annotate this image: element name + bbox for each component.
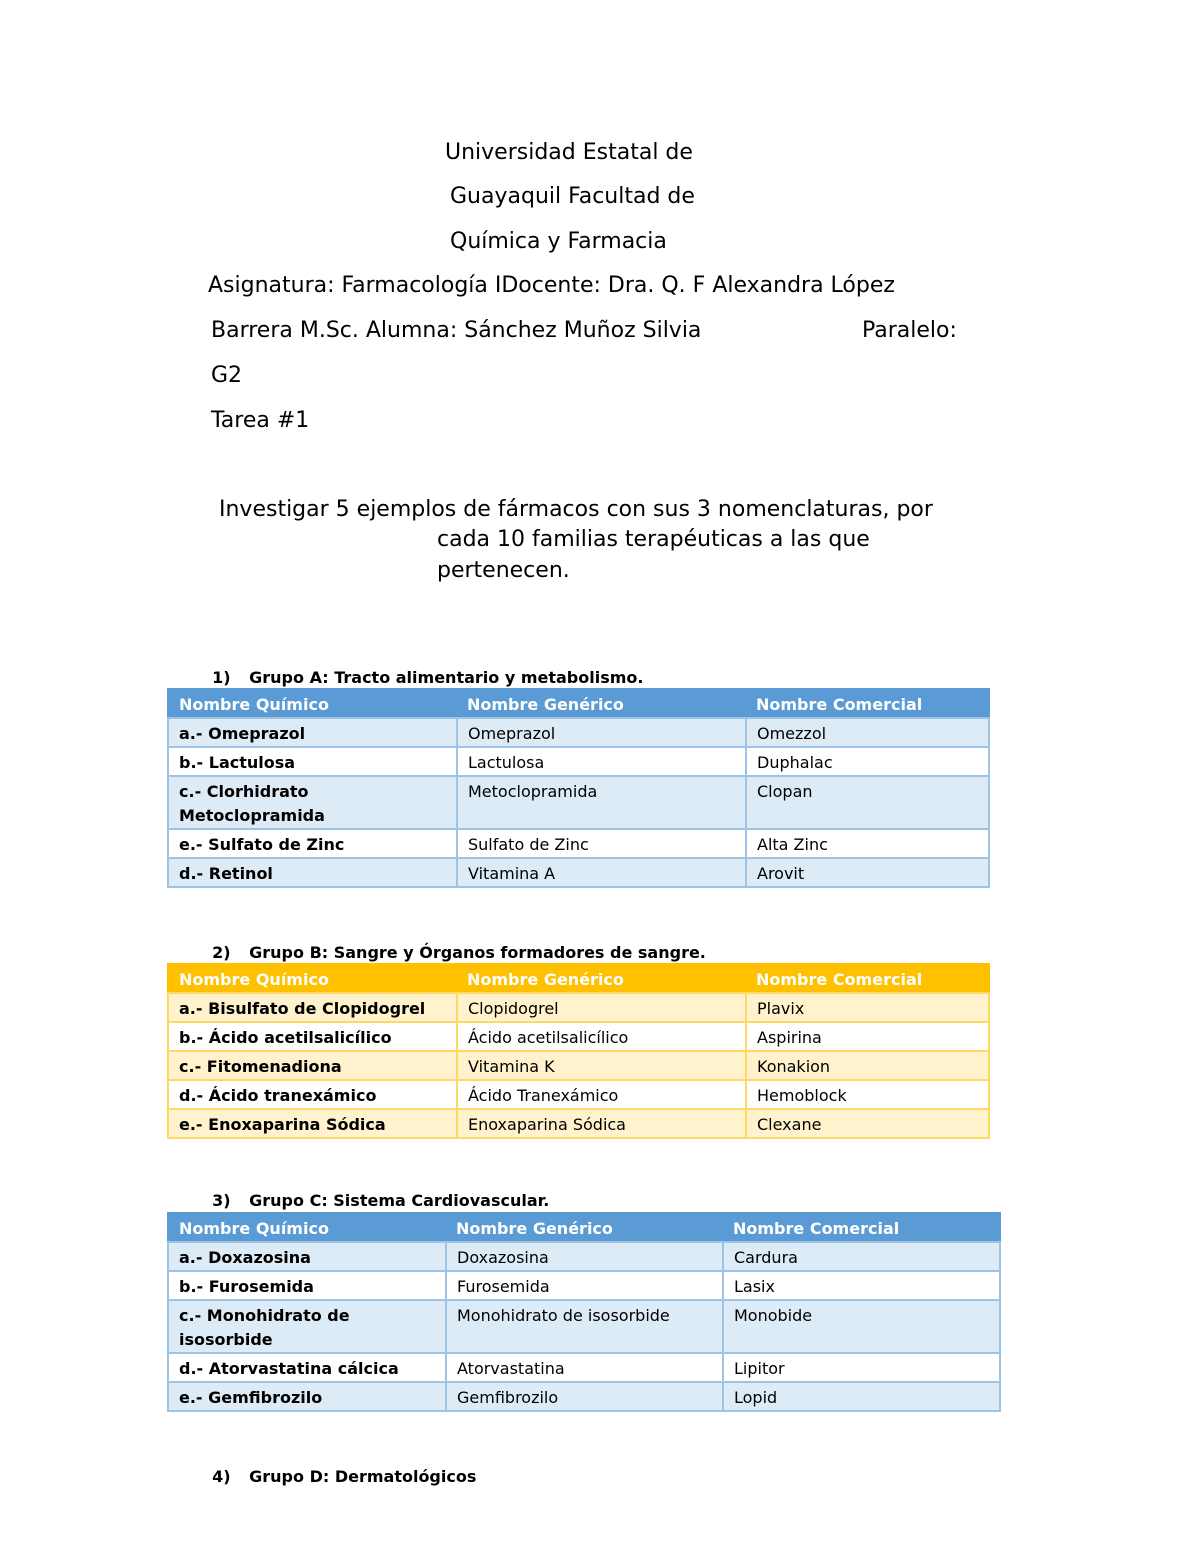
school-line: Química y Farmacia bbox=[450, 229, 667, 254]
column-header-generic: Nombre Genérico bbox=[446, 1213, 723, 1242]
table-row bbox=[168, 1382, 1000, 1411]
column-header-commercial: Nombre Comercial bbox=[746, 689, 989, 718]
table-header-row bbox=[168, 1213, 1000, 1242]
generic-name-cell: Enoxaparina Sódica bbox=[457, 1109, 746, 1138]
table-row bbox=[168, 1353, 1000, 1382]
generic-name-cell: Lactulosa bbox=[457, 747, 746, 776]
chemical-name-cell: a.- Bisulfato de Clopidogrel bbox=[168, 993, 457, 1022]
chemical-name-cell: e.- Sulfato de Zinc bbox=[168, 829, 457, 858]
commercial-name-cell: Monobide bbox=[723, 1300, 1000, 1353]
parallel-value: G2 bbox=[211, 363, 243, 388]
table-row bbox=[168, 829, 989, 858]
group-number: 2) bbox=[212, 943, 231, 962]
chemical-name-cell: b.- Ácido acetilsalicílico bbox=[168, 1022, 457, 1051]
group-b-heading bbox=[201, 924, 706, 962]
table-row bbox=[168, 747, 989, 776]
table-row bbox=[168, 1300, 1000, 1353]
group-b-table bbox=[167, 963, 990, 1139]
subject-teacher-line: Asignatura: Farmacología IDocente: Dra. Q. F Alexandra López bbox=[208, 273, 895, 298]
column-header-chemical: Nombre Químico bbox=[168, 1213, 446, 1242]
chemical-name-cell: a.- Doxazosina bbox=[168, 1242, 446, 1271]
university-name-line: Universidad Estatal de bbox=[445, 140, 693, 165]
commercial-name-cell: Alta Zinc bbox=[746, 829, 989, 858]
table-row bbox=[168, 1022, 989, 1051]
group-title: Grupo B: Sangre y Órganos formadores de sangre. bbox=[249, 943, 706, 962]
chemical-name-cell: d.- Atorvastatina cálcica bbox=[168, 1353, 446, 1382]
commercial-name-cell: Clopan bbox=[746, 776, 989, 829]
generic-name-cell: Monohidrato de isosorbide bbox=[446, 1300, 723, 1353]
group-a-heading bbox=[201, 649, 643, 687]
table-row bbox=[168, 776, 989, 829]
commercial-name-cell: Konakion bbox=[746, 1051, 989, 1080]
commercial-name-cell: Clexane bbox=[746, 1109, 989, 1138]
group-number: 4) bbox=[212, 1467, 231, 1486]
table-row bbox=[168, 1109, 989, 1138]
table-row bbox=[168, 993, 989, 1022]
table-row bbox=[168, 858, 989, 887]
generic-name-cell: Omeprazol bbox=[457, 718, 746, 747]
table-header-row bbox=[168, 689, 989, 718]
column-header-commercial: Nombre Comercial bbox=[723, 1213, 1000, 1242]
generic-name-cell: Vitamina A bbox=[457, 858, 746, 887]
chemical-name-cell: a.- Omeprazol bbox=[168, 718, 457, 747]
parallel-label: Paralelo: bbox=[862, 318, 957, 343]
generic-name-cell: Clopidogrel bbox=[457, 993, 746, 1022]
generic-name-cell: Ácido acetilsalicílico bbox=[457, 1022, 746, 1051]
table-row bbox=[168, 1271, 1000, 1300]
intro-line-1: Investigar 5 ejemplos de fármacos con sus 3 nomenclaturas, por bbox=[219, 497, 933, 522]
commercial-name-cell: Lasix bbox=[723, 1271, 1000, 1300]
generic-name-cell: Sulfato de Zinc bbox=[457, 829, 746, 858]
chemical-name-cell: c.- Fitomenadiona bbox=[168, 1051, 457, 1080]
commercial-name-cell: Duphalac bbox=[746, 747, 989, 776]
chemical-name-cell: b.- Furosemida bbox=[168, 1271, 446, 1300]
assignment-title: Tarea #1 bbox=[211, 408, 310, 433]
generic-name-cell: Vitamina K bbox=[457, 1051, 746, 1080]
intro-line-2: cada 10 familias terapéuticas a las que bbox=[437, 527, 870, 552]
commercial-name-cell: Aspirina bbox=[746, 1022, 989, 1051]
faculty-line: Guayaquil Facultad de bbox=[450, 184, 695, 209]
group-a-table bbox=[167, 688, 990, 888]
generic-name-cell: Atorvastatina bbox=[446, 1353, 723, 1382]
column-header-commercial: Nombre Comercial bbox=[746, 964, 989, 993]
group-number: 3) bbox=[212, 1191, 231, 1210]
column-header-chemical: Nombre Químico bbox=[168, 689, 457, 718]
generic-name-cell: Metoclopramida bbox=[457, 776, 746, 829]
generic-name-cell: Doxazosina bbox=[446, 1242, 723, 1271]
commercial-name-cell: Arovit bbox=[746, 858, 989, 887]
generic-name-cell: Furosemida bbox=[446, 1271, 723, 1300]
table-row bbox=[168, 1051, 989, 1080]
group-d-heading bbox=[201, 1448, 476, 1486]
commercial-name-cell: Hemoblock bbox=[746, 1080, 989, 1109]
table-row bbox=[168, 718, 989, 747]
commercial-name-cell: Omezzol bbox=[746, 718, 989, 747]
column-header-generic: Nombre Genérico bbox=[457, 689, 746, 718]
chemical-name-cell: e.- Gemfibrozilo bbox=[168, 1382, 446, 1411]
chemical-name-cell: e.- Enoxaparina Sódica bbox=[168, 1109, 457, 1138]
generic-name-cell: Gemfibrozilo bbox=[446, 1382, 723, 1411]
group-c-table bbox=[167, 1212, 1001, 1412]
commercial-name-cell: Lopid bbox=[723, 1382, 1000, 1411]
column-header-chemical: Nombre Químico bbox=[168, 964, 457, 993]
group-c-heading bbox=[201, 1172, 549, 1210]
commercial-name-cell: Plavix bbox=[746, 993, 989, 1022]
teacher-student-line: Barrera M.Sc. Alumna: Sánchez Muñoz Silvia bbox=[211, 318, 702, 343]
group-title: Grupo D: Dermatológicos bbox=[249, 1467, 477, 1486]
table-row bbox=[168, 1080, 989, 1109]
column-header-generic: Nombre Genérico bbox=[457, 964, 746, 993]
group-title: Grupo C: Sistema Cardiovascular. bbox=[249, 1191, 550, 1210]
commercial-name-cell: Cardura bbox=[723, 1242, 1000, 1271]
intro-line-3: pertenecen. bbox=[437, 558, 570, 583]
chemical-name-cell: c.- Clorhidrato Metoclopramida bbox=[168, 776, 457, 829]
table-header-row bbox=[168, 964, 989, 993]
chemical-name-cell: d.- Ácido tranexámico bbox=[168, 1080, 457, 1109]
chemical-name-cell: d.- Retinol bbox=[168, 858, 457, 887]
commercial-name-cell: Lipitor bbox=[723, 1353, 1000, 1382]
group-title: Grupo A: Tracto alimentario y metabolismo. bbox=[249, 668, 644, 687]
chemical-name-cell: c.- Monohidrato de isosorbide bbox=[168, 1300, 446, 1353]
chemical-name-cell: b.- Lactulosa bbox=[168, 747, 457, 776]
table-row bbox=[168, 1242, 1000, 1271]
group-number: 1) bbox=[212, 668, 231, 687]
generic-name-cell: Ácido Tranexámico bbox=[457, 1080, 746, 1109]
